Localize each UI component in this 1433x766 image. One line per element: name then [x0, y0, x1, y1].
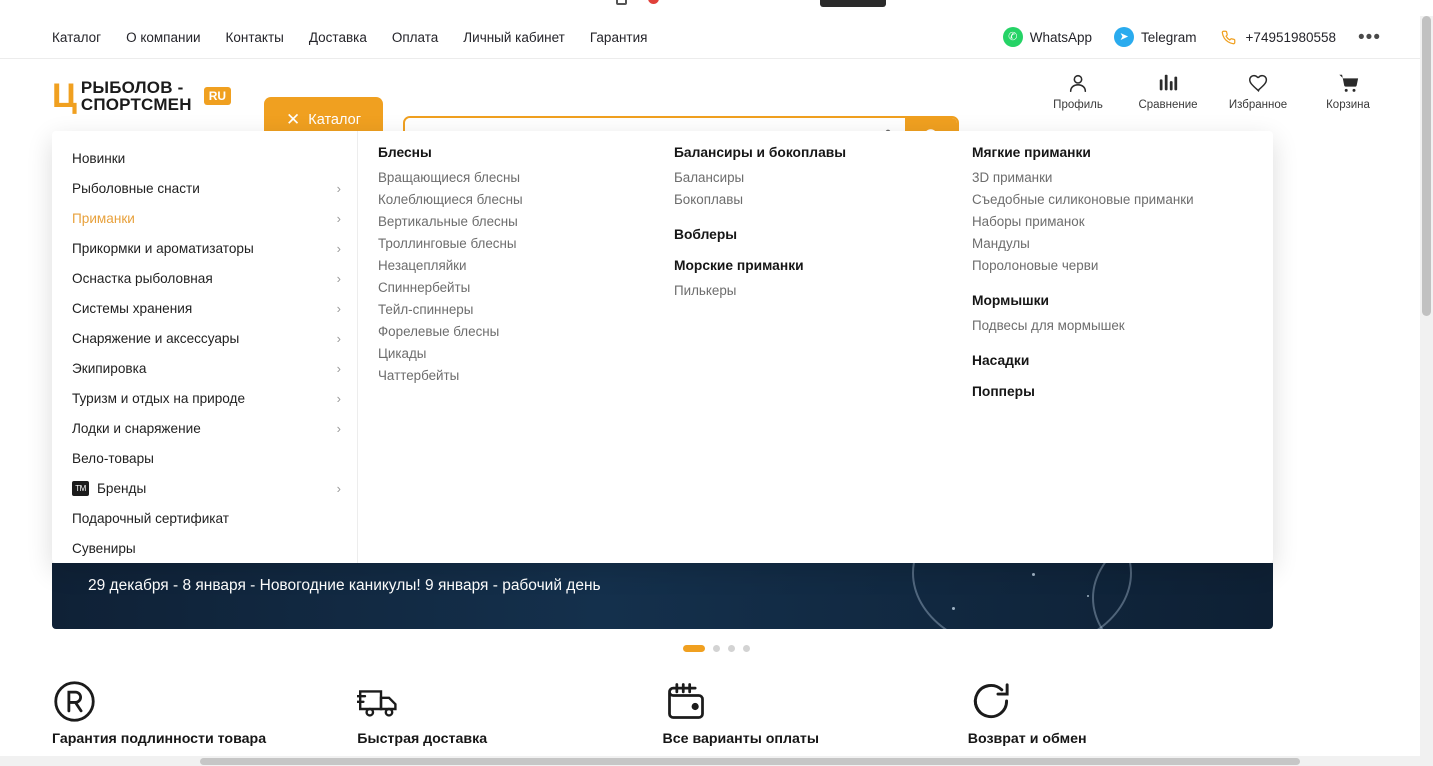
subcategory-group-soft-lures: [972, 145, 1262, 277]
sidebar-item-fishing-tackle[interactable]: [52, 173, 357, 203]
group-title: Мормышки: [972, 293, 1050, 308]
registered-trademark-icon: [52, 676, 357, 726]
horizontal-scrollbar[interactable]: [0, 756, 1420, 766]
close-icon: ✕: [286, 110, 301, 129]
category-label: Вело-товары: [72, 450, 154, 466]
group-title[interactable]: Воблеры: [674, 227, 738, 242]
carousel-dot-3[interactable]: [728, 645, 735, 652]
subcategory-group-baits: [972, 353, 1262, 368]
refresh-icon: [968, 676, 1273, 726]
favorites-button[interactable]: [1225, 68, 1291, 111]
profile-label: Профиль: [1053, 99, 1103, 111]
group-title[interactable]: Насадки: [972, 353, 1030, 368]
sidebar-item-equipment-accessories[interactable]: [52, 323, 357, 353]
chevron-right-icon: ›: [336, 270, 341, 286]
contact-telegram-label: Telegram: [1141, 29, 1197, 45]
group-title[interactable]: Морские приманки: [674, 258, 804, 273]
sub-link[interactable]: Балансиры: [674, 170, 745, 185]
category-label: Оснастка рыболовная: [72, 270, 213, 286]
cart-label: Корзина: [1326, 99, 1370, 111]
profile-button[interactable]: [1045, 68, 1111, 111]
heart-icon: [1247, 68, 1270, 94]
sub-link[interactable]: Тейл-спиннеры: [378, 302, 474, 317]
telegram-icon: ➤: [1114, 27, 1134, 47]
compare-icon: [1157, 68, 1179, 94]
cart-icon: [1337, 68, 1360, 94]
benefit-authenticity-title: Гарантия подлинности товара: [52, 731, 267, 747]
category-label: Лодки и снаряжение: [72, 420, 201, 436]
sub-link[interactable]: Троллинговые блесны: [378, 236, 517, 251]
sidebar-item-gift-certificate[interactable]: [52, 503, 357, 533]
benefit-delivery: [357, 676, 662, 766]
benefit-returns-title: Возврат и обмен: [967, 731, 1087, 747]
logo-line-1: РЫБОЛОВ -: [80, 77, 184, 97]
subcategory-group-poppers: [972, 384, 1262, 399]
whatsapp-icon: ✆: [1003, 27, 1023, 47]
benefits-row: [52, 676, 1273, 766]
promo-banner[interactable]: [52, 563, 1273, 629]
banner-decoration: [1092, 563, 1273, 629]
contact-whatsapp[interactable]: [1003, 27, 1092, 47]
logo-line-2: СПОРТСМЕН: [80, 95, 192, 114]
nav-link-warranty[interactable]: Гарантия: [589, 29, 648, 45]
benefit-payment-title: Все варианты оплаты: [662, 731, 819, 747]
category-label: Системы хранения: [72, 300, 193, 316]
banner-text: 29 декабря - 8 января - Новогодние каникулы! 9 января - рабочий день: [88, 577, 601, 594]
category-label: Приманки: [72, 210, 135, 226]
group-title: Блесны: [378, 145, 432, 160]
sidebar-item-tourism[interactable]: [52, 383, 357, 413]
sub-link[interactable]: Форелевые блесны: [378, 324, 500, 339]
sub-link[interactable]: Вращающиеся блесны: [378, 170, 520, 185]
sub-link[interactable]: Цикады: [378, 346, 427, 361]
carousel-dot-2[interactable]: [713, 645, 720, 652]
carousel-dot-4[interactable]: [743, 645, 750, 652]
contact-telegram[interactable]: [1114, 27, 1197, 47]
catalog-subcategory-panel: [358, 131, 1273, 563]
group-title: Балансиры и бокоплавы: [674, 145, 847, 160]
favorites-label: Избранное: [1228, 99, 1288, 111]
sub-link[interactable]: Мандулы: [972, 236, 1030, 251]
sub-link[interactable]: Чаттербейты: [378, 368, 460, 383]
subcategory-group-balancers: [674, 145, 962, 211]
subcategory-group-spoons: [378, 145, 664, 387]
category-label: Туризм и отдых на природе: [72, 390, 246, 406]
profile-icon: [1067, 68, 1089, 94]
benefit-payment: [663, 676, 968, 766]
truck-icon: [357, 676, 662, 726]
site-logo[interactable]: [52, 73, 250, 119]
carousel-dots: [0, 645, 1433, 652]
nav-link-account[interactable]: Личный кабинет: [463, 29, 565, 45]
sub-link[interactable]: Вертикальные блесны: [378, 214, 518, 229]
sidebar-item-novinki[interactable]: [52, 143, 357, 173]
chrome-ghost-icon: [616, 0, 627, 5]
site-header: [0, 59, 1433, 133]
header-actions: [1045, 68, 1381, 111]
sub-link[interactable]: Незацепляйки: [378, 258, 467, 273]
trademark-icon: TM: [72, 481, 89, 496]
benefit-authenticity: [52, 676, 357, 766]
sub-link[interactable]: Колеблющиеся блесны: [378, 192, 523, 207]
subcategory-column-2: [674, 145, 972, 563]
chevron-right-icon: ›: [336, 210, 341, 226]
contact-phone-label: +74951980558: [1245, 29, 1337, 45]
subcategory-group-jigs: [972, 293, 1262, 337]
nav-link-catalog[interactable]: Каталог: [52, 29, 102, 45]
carousel-dot-1[interactable]: [683, 645, 705, 652]
logo-domain-badge: RU: [204, 87, 231, 105]
sidebar-item-boats[interactable]: [52, 413, 357, 443]
subcategory-column-1: [378, 145, 674, 563]
chevron-right-icon: ›: [336, 180, 341, 196]
chevron-right-icon: ›: [336, 300, 341, 316]
category-label: Новинки: [72, 150, 126, 166]
utility-nav-contacts: [1003, 27, 1381, 47]
benefit-returns: [968, 676, 1273, 766]
nav-link-payment[interactable]: Оплата: [391, 29, 439, 45]
sub-link[interactable]: Подвесы для мормышек: [972, 318, 1125, 333]
category-label: Сувениры: [72, 540, 136, 556]
nav-link-contacts[interactable]: Контакты: [225, 29, 284, 45]
logo-words: [81, 79, 192, 114]
phone-icon: [1219, 27, 1239, 47]
chevron-right-icon: ›: [336, 360, 341, 376]
more-options-icon[interactable]: •••: [1358, 26, 1381, 48]
contact-phone[interactable]: [1219, 27, 1336, 47]
catalog-category-list: [52, 131, 358, 563]
subcategory-group-wobblers: [674, 227, 962, 242]
chevron-right-icon: ›: [336, 420, 341, 436]
catalog-mega-menu: [52, 131, 1273, 563]
utility-nav: [0, 16, 1433, 59]
sidebar-item-souvenirs[interactable]: [52, 533, 357, 563]
horizontal-scrollbar-thumb[interactable]: [200, 758, 1300, 765]
vertical-scrollbar-thumb[interactable]: [1422, 16, 1431, 316]
subcategory-group-sea-lures: [674, 258, 962, 302]
sidebar-item-groundbait[interactable]: [52, 233, 357, 263]
sidebar-item-storage[interactable]: [52, 293, 357, 323]
sidebar-item-bike-goods[interactable]: [52, 443, 357, 473]
sub-link[interactable]: Бокоплавы: [674, 192, 743, 207]
sidebar-item-rigs[interactable]: [52, 263, 357, 293]
benefit-delivery-title: Быстрая доставка: [357, 731, 488, 747]
compare-label: Сравнение: [1138, 99, 1198, 111]
utility-nav-links: [52, 30, 647, 45]
category-label: Рыболовные снасти: [72, 180, 200, 196]
subcategory-column-3: [972, 145, 1272, 563]
chevron-right-icon: ›: [336, 480, 341, 496]
vertical-scrollbar[interactable]: [1420, 16, 1433, 766]
group-title: Мягкие приманки: [972, 145, 1091, 160]
sub-link[interactable]: 3D приманки: [972, 170, 1053, 185]
contact-whatsapp-label: WhatsApp: [1029, 29, 1093, 45]
chevron-right-icon: ›: [336, 390, 341, 406]
sub-link[interactable]: Спиннербейты: [378, 280, 471, 295]
chevron-right-icon: ›: [336, 240, 341, 256]
category-label: Подарочный сертификат: [72, 510, 230, 526]
sub-link[interactable]: Поролоновые черви: [972, 258, 1099, 273]
browser-chrome-remnant: [0, 0, 1433, 16]
sidebar-item-apparel[interactable]: [52, 353, 357, 383]
sub-link[interactable]: Наборы приманок: [972, 214, 1085, 229]
sidebar-item-brands[interactable]: [52, 473, 357, 503]
catalog-button-label: Каталог: [308, 111, 361, 128]
sub-link[interactable]: Пилькеры: [674, 283, 737, 298]
sidebar-item-lures[interactable]: [52, 203, 357, 233]
chrome-ghost-button: [820, 0, 886, 7]
logo-mark-icon: Ц: [52, 77, 75, 115]
cart-button[interactable]: [1315, 68, 1381, 111]
category-label: Экипировка: [72, 360, 147, 376]
group-title[interactable]: Попперы: [972, 384, 1035, 399]
sub-link[interactable]: Съедобные силиконовые приманки: [972, 192, 1194, 207]
nav-link-about[interactable]: О компании: [126, 29, 201, 45]
category-label: Прикормки и ароматизаторы: [72, 240, 254, 256]
chrome-ghost-dot: [648, 0, 659, 4]
compare-button[interactable]: [1135, 68, 1201, 111]
wallet-icon: [663, 676, 968, 726]
chevron-right-icon: ›: [336, 330, 341, 346]
category-label: Бренды: [97, 480, 147, 496]
nav-link-delivery[interactable]: Доставка: [308, 29, 367, 45]
category-label: Снаряжение и аксессуары: [72, 330, 240, 346]
